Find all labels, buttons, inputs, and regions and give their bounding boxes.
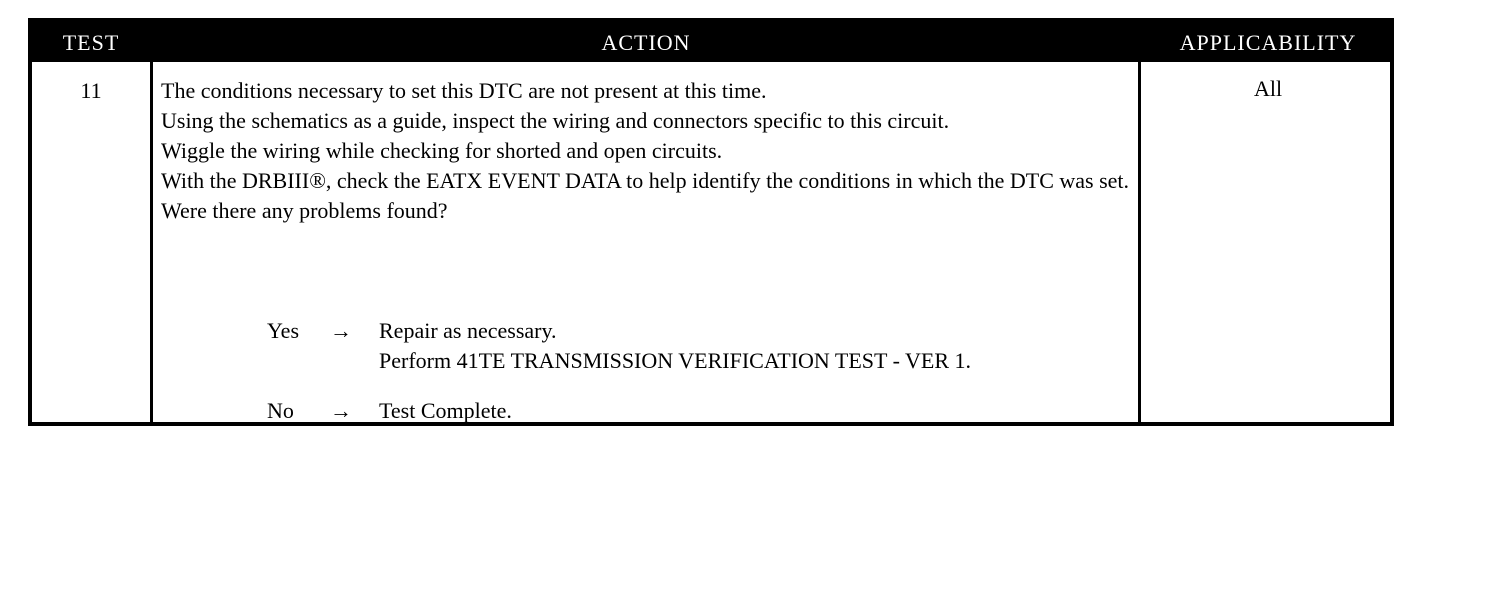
header-test: TEST	[62, 30, 120, 55]
action-line: Using the schematics as a guide, inspect the wiring and connectors specific to this circuit.	[161, 108, 950, 133]
column-divider	[150, 62, 153, 422]
yes-answer	[161, 316, 1133, 376]
yes-action-line1: Repair as necessary.	[379, 318, 557, 343]
action-cell	[161, 76, 1133, 423]
column-divider	[1138, 62, 1141, 422]
table-row	[32, 62, 1390, 422]
diagnostic-test-table	[28, 18, 1394, 426]
no-label: No	[267, 398, 294, 423]
table-header-row	[32, 22, 1390, 62]
arrow-right-icon: →	[330, 398, 352, 423]
yes-action-line2: Perform 41TE TRANSMISSION VERIFICATION TEST - VER 1.	[379, 348, 971, 373]
header-applicability: APPLICABILITY	[1179, 30, 1357, 55]
yes-label: Yes	[267, 318, 300, 343]
applicability-value: All	[1253, 76, 1283, 101]
action-line: Were there any problems found?	[161, 198, 448, 223]
arrow-right-icon: →	[330, 318, 352, 343]
action-line: Wiggle the wiring while checking for shorted and open circuits.	[161, 138, 723, 163]
header-action: ACTION	[601, 30, 691, 55]
no-action-line1: Test Complete.	[379, 398, 512, 423]
no-answer	[161, 396, 1133, 426]
action-line: With the DRBIII®, check the EATX EVENT DATA to help identify the conditions in which the DTC was set.	[161, 168, 1130, 193]
test-number: 11	[80, 78, 102, 103]
action-line: The conditions necessary to set this DTC are not present at this time.	[161, 78, 767, 103]
